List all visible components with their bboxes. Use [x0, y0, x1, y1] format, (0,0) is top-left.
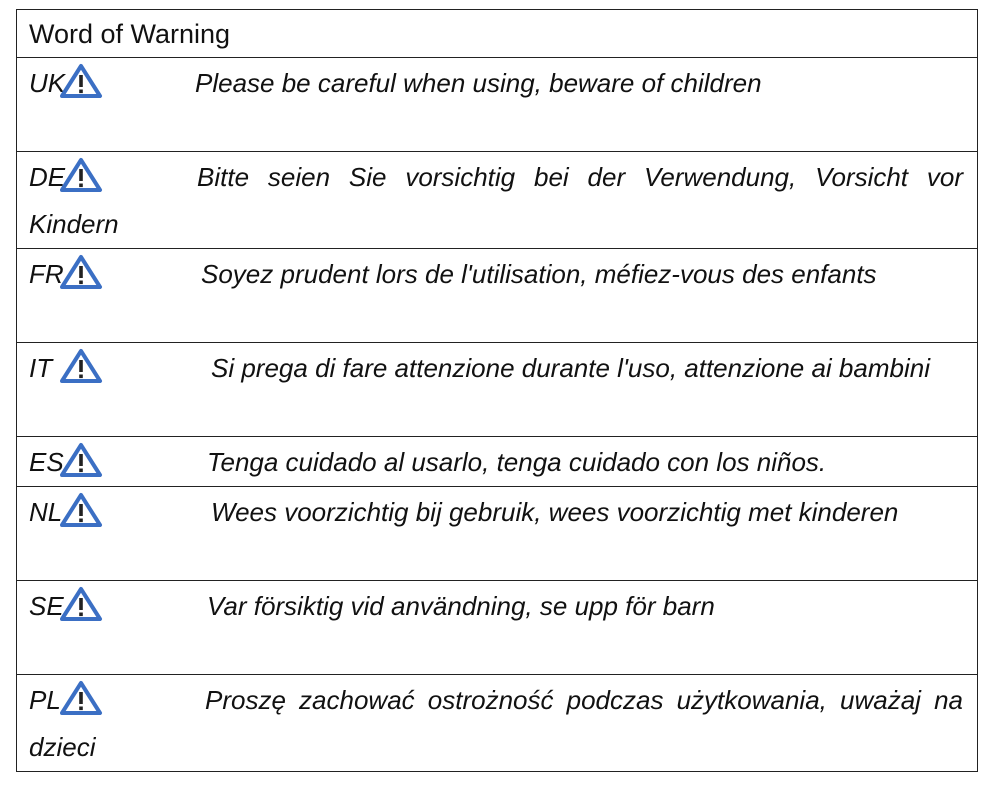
- warning-triangle-icon: [59, 492, 103, 528]
- language-code: PL: [29, 685, 61, 715]
- warning-text: Tenga cuidado al usarlo, tenga cuidado con los niños.: [207, 447, 827, 477]
- table-title: Word of Warning: [17, 10, 978, 58]
- warning-triangle-icon: [59, 348, 103, 384]
- warning-cell-fr: [17, 249, 978, 343]
- language-code: NL: [29, 497, 63, 527]
- warning-text: Si prega di fare attenzione durante l'uso, attenzione ai bambini: [211, 353, 930, 383]
- language-code: SE: [29, 591, 64, 621]
- language-code: UK: [29, 68, 66, 98]
- warning-cell-pl: [17, 675, 978, 772]
- language-code: DE: [29, 162, 66, 192]
- warning-triangle-icon: [59, 157, 103, 193]
- warning-text: Please be careful when using, beware of children: [195, 68, 762, 98]
- warning-text: Bitte seien Sie vorsichtig bei der Verwendung, Vorsicht vor Kindern: [29, 162, 963, 239]
- table-row: [17, 675, 978, 772]
- warning-text: Proszę zachować ostrożność podczas użytkowania, uważaj na dzieci: [29, 685, 963, 762]
- table-row: [17, 249, 978, 343]
- warning-text: Soyez prudent lors de l'utilisation, méfiez-vous des enfants: [201, 259, 877, 289]
- table-header-row: [17, 10, 978, 58]
- warning-triangle-icon: [59, 680, 103, 716]
- language-code: IT: [29, 353, 53, 383]
- warning-text: Var försiktig vid användning, se upp för barn: [207, 591, 715, 621]
- table-row: [17, 437, 978, 487]
- warning-cell-it: [17, 343, 978, 437]
- warning-cell-es: [17, 437, 978, 487]
- warning-triangle-icon: [59, 63, 103, 99]
- warning-table: [16, 9, 978, 772]
- table-row: [17, 58, 978, 152]
- warning-triangle-icon: [59, 254, 103, 290]
- table-row: [17, 581, 978, 675]
- warning-cell-se: [17, 581, 978, 675]
- table-row: [17, 343, 978, 437]
- warning-cell-nl: [17, 487, 978, 581]
- warning-cell-uk: [17, 58, 978, 152]
- warning-text: Wees voorzichtig bij gebruik, wees voorzichtig met kinderen: [211, 497, 899, 527]
- table-row: [17, 152, 978, 249]
- table-row: [17, 487, 978, 581]
- warning-cell-de: [17, 152, 978, 249]
- warning-triangle-icon: [59, 586, 103, 622]
- language-code: FR: [29, 259, 64, 289]
- language-code: ES: [29, 447, 64, 477]
- warning-triangle-icon: [59, 442, 103, 478]
